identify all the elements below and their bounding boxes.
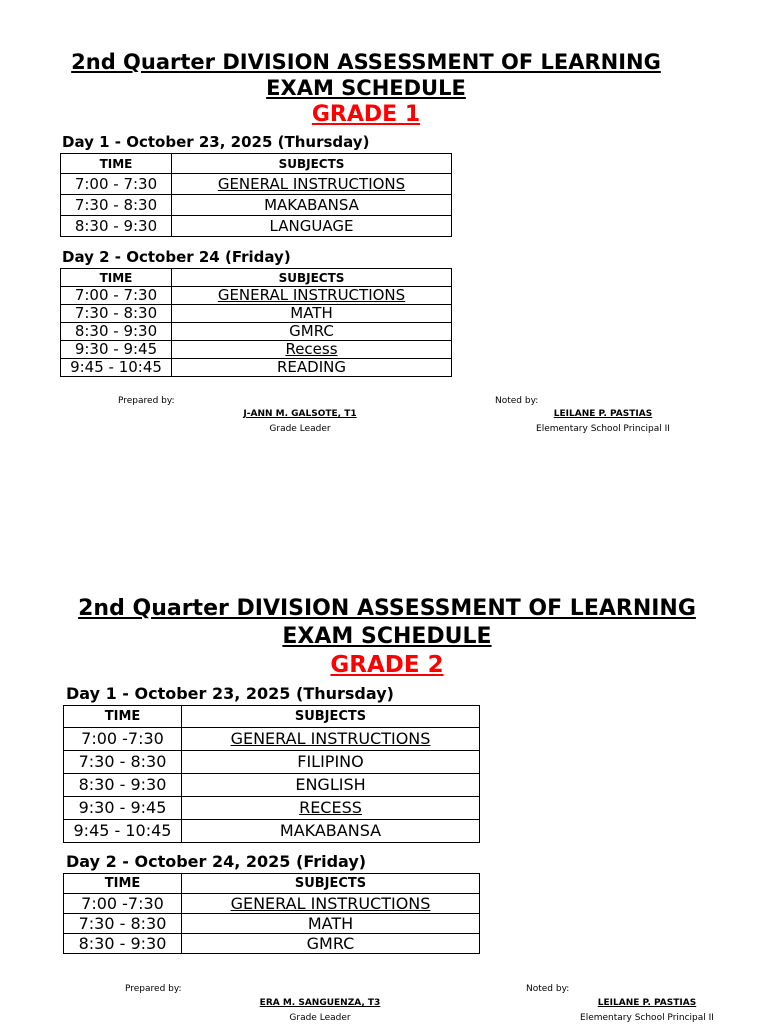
subject-cell: GENERAL INSTRUCTIONS [182,728,480,751]
time-header: TIME [61,269,172,287]
table-row [61,174,452,195]
grade1-title-line1: 2nd Quarter DIVISION ASSESSMENT OF LEARNING [71,50,661,74]
time-cell: 7:30 - 8:30 [61,305,172,323]
table-row [64,751,480,774]
subject-cell: GMRC [172,323,452,341]
time-cell: 9:45 - 10:45 [64,820,182,843]
table-row [64,774,480,797]
grade2-preparer-name: ERA M. SANGUENZA, T3 [259,998,381,1008]
grade2-grade-heading: GRADE 2 [330,652,444,678]
time-cell: 7:30 - 8:30 [64,751,182,774]
table-row [61,359,452,377]
time-cell: 7:30 - 8:30 [61,195,172,216]
subject-cell: Recess [172,341,452,359]
grade2-day1-label: Day 1 - October 23, 2025 (Thursday) [66,684,394,703]
time-cell: 7:00 - 7:30 [61,287,172,305]
subjects-header: SUBJECTS [172,269,452,287]
table-header-row [64,706,480,728]
time-cell: 9:30 - 9:45 [61,341,172,359]
grade1-preparer-name: J-ANN M. GALSOTE, T1 [243,409,357,419]
grade2-prepared-by-label: Prepared by: [125,984,182,994]
time-cell: 8:30 - 9:30 [64,934,182,954]
time-header: TIME [64,874,182,894]
time-header: TIME [61,154,172,174]
subjects-header: SUBJECTS [182,874,480,894]
grade1-day2-label: Day 2 - October 24 (Friday) [62,248,291,266]
table-row [61,216,452,237]
subject-cell: GENERAL INSTRUCTIONS [172,174,452,195]
table-row [61,287,452,305]
time-cell: 9:45 - 10:45 [61,359,172,377]
subjects-header: SUBJECTS [182,706,480,728]
grade2-title-line2: EXAM SCHEDULE [282,624,492,649]
grade1-day2-table [60,268,452,377]
time-cell: 7:30 - 8:30 [64,914,182,934]
table-row [64,820,480,843]
time-cell: 8:30 - 9:30 [64,774,182,797]
grade1-noter-name: LEILANE P. PASTIAS [553,409,653,419]
table-header-row [64,874,480,894]
grade2-day2-label: Day 2 - October 24, 2025 (Friday) [66,852,367,871]
grade1-title-line2: EXAM SCHEDULE [266,76,466,100]
grade1-preparer-role: Grade Leader [269,424,331,434]
table-row [64,934,480,954]
grade2-noter-role: Elementary School Principal II [580,1013,714,1023]
subject-cell: GENERAL INSTRUCTIONS [182,894,480,914]
time-header: TIME [64,706,182,728]
table-row [64,797,480,820]
grade1-day1-label: Day 1 - October 23, 2025 (Thursday) [62,133,370,151]
table-row [64,728,480,751]
time-cell: 8:30 - 9:30 [61,323,172,341]
subject-cell: ENGLISH [182,774,480,797]
table-header-row [61,269,452,287]
grade1-prepared-by-label: Prepared by: [118,396,175,406]
table-row [64,914,480,934]
subject-cell: RECESS [182,797,480,820]
time-cell: 8:30 - 9:30 [61,216,172,237]
subject-cell: GENERAL INSTRUCTIONS [172,287,452,305]
time-cell: 7:00 -7:30 [64,894,182,914]
subjects-header: SUBJECTS [172,154,452,174]
subject-cell: LANGUAGE [172,216,452,237]
grade1-grade-heading: GRADE 1 [311,102,421,127]
subject-cell: MAKABANSA [172,195,452,216]
time-cell: 7:00 -7:30 [64,728,182,751]
table-row [61,341,452,359]
grade1-noter-role: Elementary School Principal II [536,424,670,434]
grade2-noted-by-label: Noted by: [526,984,570,994]
subject-cell: GMRC [182,934,480,954]
grade1-day1-table [60,153,452,237]
grade1-noted-by-label: Noted by: [495,396,539,406]
subject-cell: MATH [172,305,452,323]
table-header-row [61,154,452,174]
grade2-noter-name: LEILANE P. PASTIAS [597,998,697,1008]
subject-cell: MATH [182,914,480,934]
table-row [61,305,452,323]
grade2-preparer-role: Grade Leader [289,1013,351,1023]
subject-cell: FILIPINO [182,751,480,774]
time-cell: 7:00 - 7:30 [61,174,172,195]
grade2-day2-table [63,873,480,954]
table-row [61,195,452,216]
grade2-title-line1: 2nd Quarter DIVISION ASSESSMENT OF LEARNING [78,596,696,621]
table-row [64,894,480,914]
subject-cell: READING [172,359,452,377]
table-row [61,323,452,341]
grade2-day1-table [63,705,480,843]
subject-cell: MAKABANSA [182,820,480,843]
time-cell: 9:30 - 9:45 [64,797,182,820]
